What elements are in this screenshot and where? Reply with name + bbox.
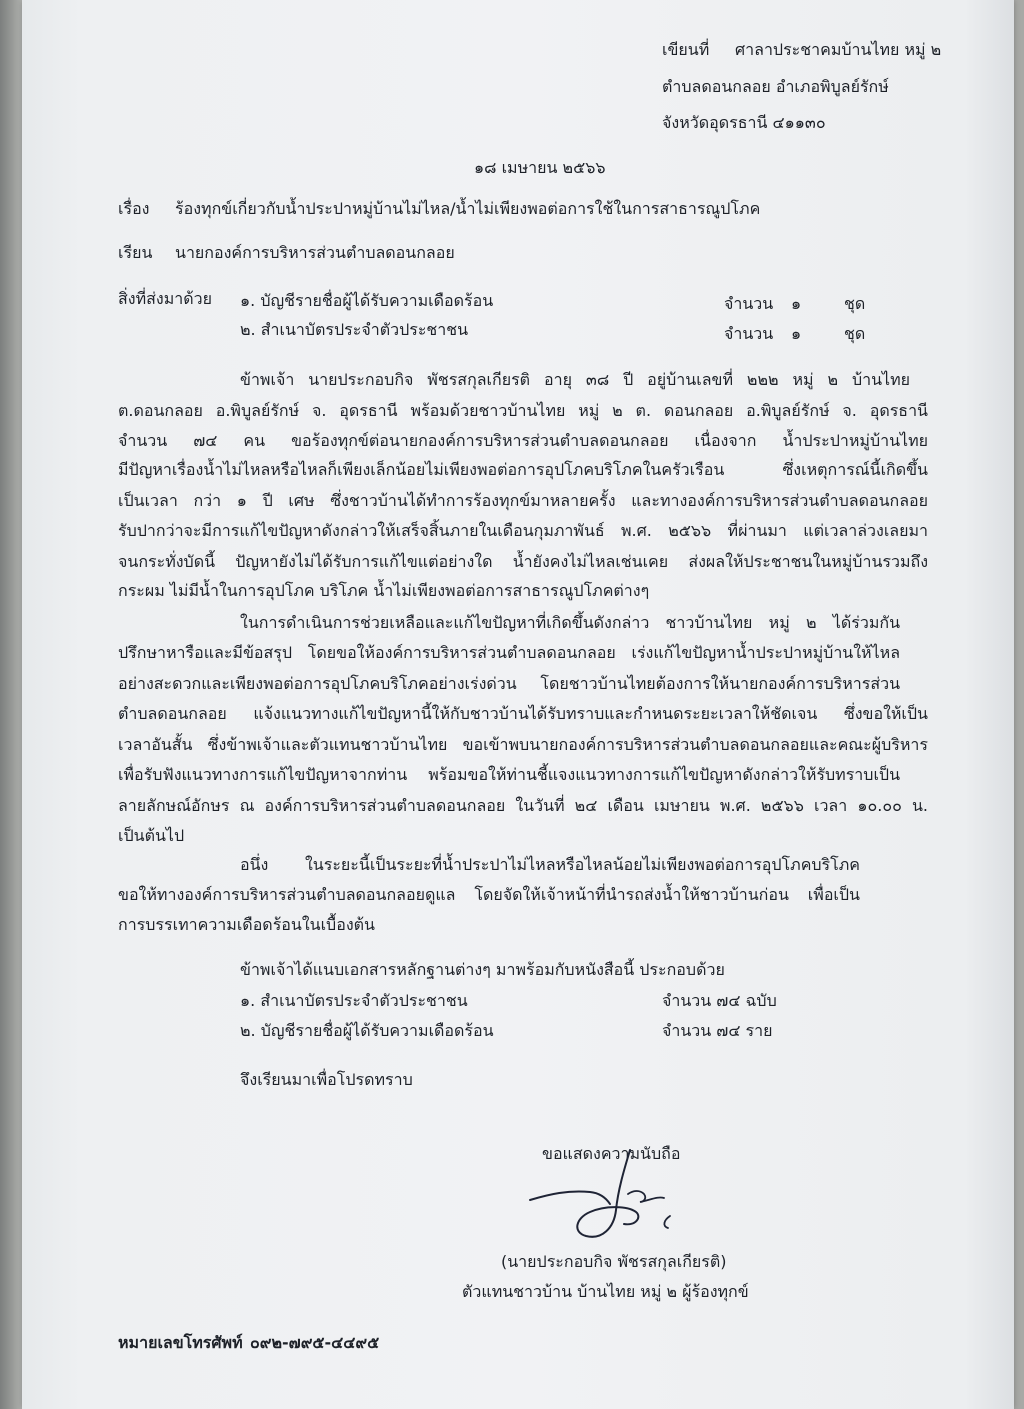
address-line-1: ศาลาประชาคมบ้านไทย หมู่ ๒ — [735, 40, 942, 59]
body-line: ข้าพเจ้า นายประกอบกิจ พัชรสกุลเกียรติ อายุ ๓๘ ปี อยู่บ้านเลขที่ ๒๒๒ หมู่ ๒ บ้านไทย — [240, 370, 910, 389]
body-line: รับปากว่าจะมีการแก้ไขปัญหาดังกล่าวให้เสร็จสิ้นภายในเดือนกุมภาพันธ์ พ.ศ. ๒๕๖๖ ที่ผ่านมา แต่เวลาล่วงเลยมา — [118, 521, 928, 540]
enclosure-unit: ชุด — [844, 294, 866, 313]
address-line-3: จังหวัดอุดรธานี ๔๑๑๓๐ — [662, 113, 826, 132]
attachment-item: ๑. สำเนาบัตรประจำตัวประชาชน — [240, 991, 468, 1010]
body-line: จนกระทั่งบัดนี้ ปัญหายังไม่ได้รับการแก้ไขแต่อย่างใด น้ำยังคงไม่ไหลเช่นเคย ส่งผลให้ประชาชนในหมู่บ้านรวมถึง — [118, 552, 928, 571]
enclosure-qty-label: จำนวน — [724, 324, 774, 343]
body-line: ปรึกษาหารือและมีข้อสรุป โดยขอให้องค์การบริหารส่วนตำบลดอนกลอย เร่งแก้ไขปัญหาน้ำประปาหมู่บ้านให้ไหล — [118, 643, 900, 662]
attachment-item: ๒. บัญชีรายชื่อผู้ได้รับความเดือดร้อน — [240, 1021, 494, 1040]
enclosures-label: สิ่งที่ส่งมาด้วย — [118, 289, 212, 308]
body-line: มีปัญหาเรื่องน้ำไม่ไหลหรือไหลก็เพียงเล็กน้อยไม่เพียงพอต่อการอุปโภคบริโภคในครัวเรือน ซึ่งเหตุการณ์นี้เกิดขึ้น — [118, 460, 928, 479]
body-line: การบรรเทาความเดือดร้อนในเบื้องต้น — [118, 915, 375, 934]
body-line: อนึ่ง ในระยะนี้เป็นระยะที่น้ำประปาไม่ไหลหรือไหลน้อยไม่เพียงพอต่อการอุปโภคบริโภค — [240, 855, 860, 874]
subject-text: ร้องทุกข์เกี่ยวกับน้ำประปาหมู่บ้านไม่ไหล/น้ำไม่เพียงพอต่อการใช้ในการสาธารณูปโภค — [175, 199, 761, 218]
enclosure-qty: ๑ — [791, 324, 802, 343]
signoff-text: ขอแสดงความนับถือ — [542, 1144, 681, 1163]
attachment-qty: จำนวน ๗๔ ราย — [662, 1021, 773, 1040]
body-line: ลายลักษณ์อักษร ณ องค์การบริหารส่วนตำบลดอนกลอย ในวันที่ ๒๔ เดือน เมษายน พ.ศ. ๒๕๖๖ เวลา ๑๐.๐๐ น. — [118, 796, 928, 815]
signer-name: (นายประกอบกิจ พัชรสกุลเกียรติ) — [501, 1252, 727, 1271]
recipient-text: นายกองค์การบริหารส่วนตำบลดอนกลอย — [175, 243, 455, 262]
body-line: เป็นต้นไป — [118, 826, 185, 845]
enclosure-qty-label: จำนวน — [724, 294, 774, 313]
attachment-qty: จำนวน ๗๔ ฉบับ — [662, 991, 777, 1010]
phone-number: ๐๙๒-๗๙๕-๔๔๙๕ — [250, 1333, 380, 1352]
subject-label: เรื่อง — [118, 199, 150, 218]
address-label: เขียนที่ — [662, 40, 710, 59]
phone-label: หมายเลขโทรศัพท์ — [118, 1333, 243, 1352]
recipient-label: เรียน — [118, 243, 153, 262]
enclosure-item: ๒. สำเนาบัตรประจำตัวประชาชน — [240, 320, 469, 339]
enclosure-unit: ชุด — [844, 324, 866, 343]
body-line: ในการดำเนินการช่วยเหลือและแก้ไขปัญหาที่เกิดขึ้นดังกล่าว ชาวบ้านไทย หมู่ ๒ ได้ร่วมกัน — [240, 613, 900, 632]
body-line: ตำบลดอนกลอย แจ้งแนวทางแก้ไขปัญหานี้ให้กับชาวบ้านได้รับทราบและกำหนดระยะเวลาให้ชัดเจน ซึ่งขอให้เป็น — [118, 704, 928, 723]
body-line: เพื่อรับฟังแนวทางการแก้ไขปัญหาจากท่าน พร้อมขอให้ท่านชี้แจงแนวทางการแก้ไขปัญหาดังกล่าวให้รับทราบเป็น — [118, 765, 900, 784]
body-line: เป็นเวลา กว่า ๑ ปี เศษ ซึ่งชาวบ้านได้ทำการร้องทุกข์มาหลายครั้ง และทางองค์การบริหารส่วนตำบลดอนกลอย — [118, 491, 928, 510]
attachments-intro: ข้าพเจ้าได้แนบเอกสารหลักฐานต่างๆ มาพร้อมกับหนังสือนี้ ประกอบด้วย — [240, 960, 725, 979]
enclosure-item: ๑. บัญชีรายชื่อผู้ได้รับความเดือดร้อน — [240, 291, 494, 310]
body-line: กระผม ไม่มีน้ำในการอุปโภค บริโภค น้ำไม่เพียงพอต่อการสาธารณูปโภคต่างๆ — [118, 581, 650, 600]
body-line: ขอให้ทางองค์การบริหารส่วนตำบลดอนกลอยดูแล โดยจัดให้เจ้าหน้าที่นำรถส่งน้ำให้ชาวบ้านก่อน เพื่อเป็น — [118, 885, 860, 904]
body-line: จำนวน ๗๔ คน ขอร้องทุกข์ต่อนายกองค์การบริหารส่วนตำบลดอนกลอย เนื่องจาก น้ำประปาหมู่บ้านไทย — [118, 431, 928, 450]
address-line-2: ตำบลดอนกลอย อำเภอพิบูลย์รักษ์ — [662, 77, 889, 96]
body-line: เวลาอันสั้น ซึ่งข้าพเจ้าและตัวแทนชาวบ้านไทย ขอเข้าพบนายกองค์การบริหารส่วนตำบลดอนกลอยและคณะผู้บริหาร — [118, 735, 928, 754]
signer-title: ตัวแทนชาวบ้าน บ้านไทย หมู่ ๒ ผู้ร้องทุกข์ — [462, 1282, 749, 1301]
enclosure-qty: ๑ — [791, 294, 802, 313]
handwritten-signature — [520, 1140, 700, 1250]
body-line: ต.ดอนกลอย อ.พิบูลย์รักษ์ จ. อุดรธานี พร้อมด้วยชาวบ้านไทย หมู่ ๒ ต. ดอนกลอย อ.พิบูลย์รักษ์ จ. อุดรธานี — [118, 401, 928, 420]
desk-background — [0, 0, 22, 1409]
body-line: อย่างสะดวกและเพียงพอต่อการอุปโภคบริโภคอย่างเร่งด่วน โดยชาวบ้านไทยต้องการให้นายกองค์การบริหารส่วน — [118, 674, 900, 693]
closing-text: จึงเรียนมาเพื่อโปรดทราบ — [240, 1070, 413, 1089]
letter-date: ๑๘ เมษายน ๒๕๖๖ — [474, 158, 606, 177]
